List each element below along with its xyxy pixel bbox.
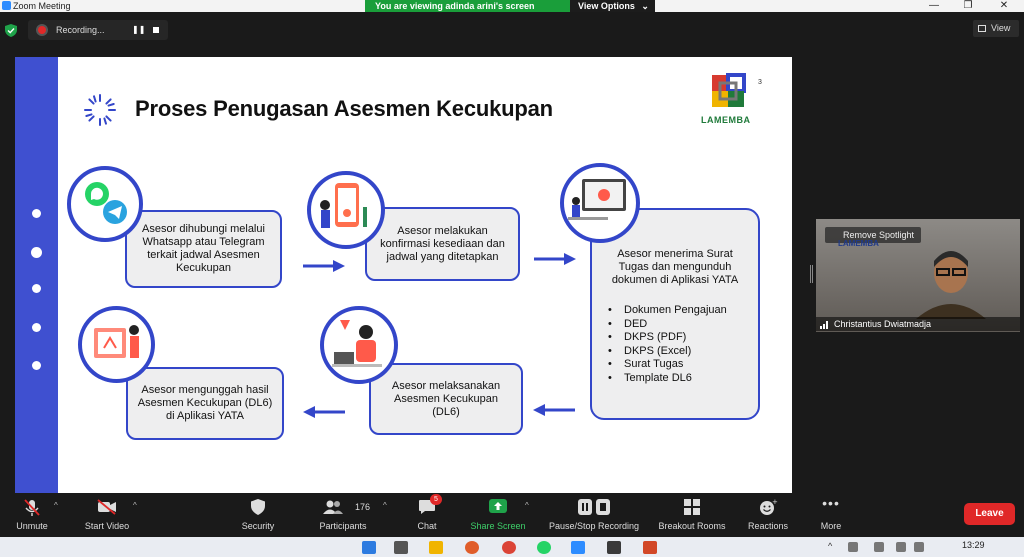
- video-options-caret-icon[interactable]: ^: [133, 501, 137, 510]
- minimize-button[interactable]: —: [929, 0, 939, 11]
- step-text: Asesor melakukan konfirmasi kesediaan dan jadwal yang ditetapkan: [380, 224, 505, 263]
- pause-stop-recording-label: Pause/Stop Recording: [548, 521, 640, 531]
- zoom-icon[interactable]: [571, 541, 585, 554]
- step-text: Asesor dihubungi melalui Whatsapp atau Telegram terkait jadwal Asesmen Kecukupan: [142, 223, 265, 274]
- remove-spotlight-label: Remove Spotlight: [843, 230, 915, 240]
- tray-chevron-icon[interactable]: ^: [828, 541, 833, 551]
- restore-button[interactable]: ❐: [963, 0, 973, 11]
- slide-page-number: 3: [758, 79, 762, 86]
- tray-icon[interactable]: [914, 542, 924, 552]
- share-screen-label: Share Screen: [470, 521, 526, 531]
- phone-illustration-circle: [307, 171, 385, 249]
- encryption-shield-icon[interactable]: [5, 24, 17, 37]
- share-options-caret-icon[interactable]: ^: [525, 501, 529, 510]
- share-screen-button[interactable]: [466, 493, 530, 537]
- step-confirm: [365, 207, 520, 281]
- list-item: • DED: [608, 318, 727, 332]
- os-taskbar: [0, 537, 1024, 557]
- tray-icon[interactable]: [848, 542, 858, 552]
- chat-label: Chat: [417, 521, 437, 531]
- video-off-icon: [97, 499, 117, 515]
- windows-start-icon[interactable]: [362, 541, 376, 554]
- recording-indicator: [28, 20, 168, 40]
- security-button[interactable]: [234, 493, 282, 537]
- strip-dot: [32, 209, 41, 218]
- stop-recording-icon[interactable]: [153, 27, 159, 33]
- arrow-right-icon: [534, 252, 576, 266]
- meeting-toolbar: [0, 493, 1024, 537]
- more-dots-icon: •••: [822, 495, 840, 511]
- microphone-muted-icon: [24, 499, 40, 517]
- recording-label: Recording...: [56, 25, 105, 35]
- chat-unread-badge: 5: [430, 494, 442, 505]
- participants-icon: [323, 499, 343, 515]
- shield-icon: [251, 499, 265, 515]
- task-view-icon[interactable]: [394, 541, 408, 554]
- close-button[interactable]: ✕: [999, 0, 1009, 11]
- reactions-label: Reactions: [747, 521, 789, 531]
- tray-icon[interactable]: [874, 542, 884, 552]
- chrome-icon[interactable]: [502, 541, 516, 554]
- phone-confirm-icon: [311, 175, 381, 245]
- security-label: Security: [241, 521, 275, 531]
- participant-figure-icon: [906, 239, 996, 319]
- start-video-button[interactable]: [78, 493, 136, 537]
- breakout-rooms-icon: [684, 499, 700, 515]
- chevron-down-icon: ⌄: [641, 1, 649, 11]
- document-list: [608, 304, 727, 386]
- participants-button[interactable]: [312, 493, 374, 537]
- pause-stop-icon: [578, 499, 610, 515]
- whatsapp-icon[interactable]: [537, 541, 551, 554]
- list-item: • DKPS (Excel): [608, 345, 727, 359]
- shared-slide: [15, 57, 792, 493]
- slide-title: Proses Penugasan Asesmen Kecukupan: [135, 96, 553, 121]
- taskbar-clock[interactable]: 13:29: [962, 540, 985, 550]
- leave-button[interactable]: Leave: [964, 503, 1015, 525]
- view-options-label: View Options: [578, 1, 635, 11]
- pause-stop-recording-button[interactable]: [542, 493, 646, 537]
- audio-options-caret-icon[interactable]: ^: [54, 501, 58, 510]
- participants-count: 176: [355, 502, 371, 512]
- step-contacted: [125, 210, 282, 288]
- assessment-illustration-circle: [320, 306, 398, 384]
- participants-options-caret-icon[interactable]: ^: [383, 501, 387, 510]
- record-dot-icon: [38, 26, 46, 34]
- firefox-icon[interactable]: [465, 541, 479, 554]
- download-illustration-circle: [560, 163, 640, 243]
- emoji-reaction-icon: [759, 499, 777, 515]
- list-item: • DKPS (PDF): [608, 331, 727, 345]
- share-screen-icon: [489, 499, 507, 513]
- panel-resize-handle[interactable]: [810, 265, 813, 283]
- list-item: • Surat Tugas: [608, 358, 727, 372]
- more-label: More: [820, 521, 842, 531]
- step-text: Asesor menerima Surat Tugas dan mengunduh dokumen di Aplikasi YATA: [611, 248, 739, 286]
- share-banner-message: You are viewing adinda arini's screen: [375, 1, 535, 11]
- participant-video[interactable]: [816, 219, 1020, 332]
- strip-dot: [32, 284, 41, 293]
- svg-text:+: +: [772, 498, 778, 506]
- more-button[interactable]: [812, 493, 850, 537]
- arrow-left-icon: [303, 405, 345, 419]
- document-download-icon: [564, 167, 636, 239]
- strip-dot: [31, 247, 42, 258]
- strip-dot: [32, 323, 41, 332]
- pause-recording-icon[interactable]: ❚❚: [132, 25, 146, 34]
- view-button-label: View: [991, 23, 1011, 33]
- step-text: Asesor mengunggah hasil Asesmen Kecukupan (DL6) di Aplikasi YATA: [137, 384, 273, 422]
- grid-icon: [978, 25, 986, 32]
- file-explorer-icon[interactable]: [429, 541, 443, 554]
- unmute-button[interactable]: [6, 493, 58, 537]
- reactions-button[interactable]: [742, 493, 794, 537]
- powerpoint-icon[interactable]: [643, 541, 657, 554]
- arrow-right-icon: [303, 259, 345, 273]
- person-laptop-icon: [324, 310, 394, 380]
- strip-dot: [32, 361, 41, 370]
- participant-name: Christantius Dwiatmadja: [816, 317, 1020, 331]
- signal-strength-icon: [820, 321, 830, 329]
- unmute-label: Unmute: [16, 521, 48, 531]
- overlay-logo-text: LAMEMBA: [838, 239, 879, 248]
- breakout-rooms-label: Breakout Rooms: [658, 521, 726, 531]
- whatsapp-telegram-icon: [71, 170, 139, 238]
- start-video-label: Start Video: [84, 521, 130, 531]
- sunburst-icon: [83, 93, 117, 127]
- zoom-app-icon: [2, 1, 11, 10]
- list-item: • Template DL6: [608, 372, 727, 386]
- participants-label: Participants: [319, 521, 367, 531]
- list-item: • Dokumen Pengajuan: [608, 304, 727, 318]
- breakout-rooms-button[interactable]: [652, 493, 732, 537]
- upload-document-icon: [82, 310, 151, 379]
- step-text: Asesor melaksanakan Asesmen Kecukupan (DL6): [391, 379, 501, 418]
- view-button[interactable]: [973, 20, 1019, 37]
- upload-illustration-circle: [78, 306, 155, 383]
- messaging-apps-circle: [67, 166, 143, 242]
- tray-icon[interactable]: [896, 542, 906, 552]
- slide-side-strip: [15, 57, 58, 493]
- logo-text: LAMEMBA: [701, 115, 751, 125]
- window-title: Zoom Meeting: [13, 1, 71, 11]
- app-icon[interactable]: [607, 541, 621, 554]
- arrow-left-icon: [533, 403, 575, 417]
